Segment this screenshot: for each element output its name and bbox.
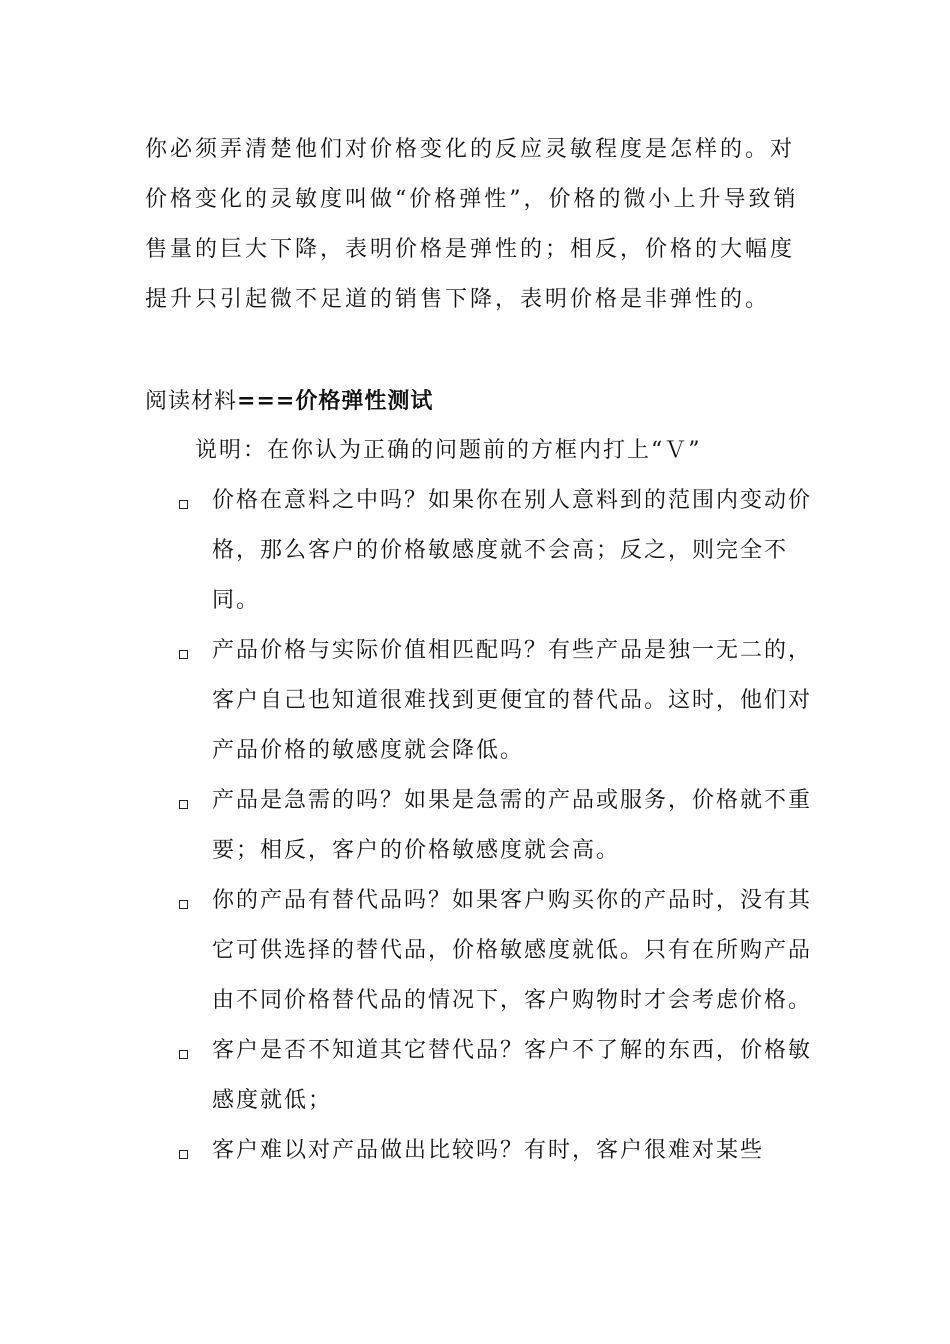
- checklist-item: [175, 876, 825, 1026]
- checklist-item: [175, 1126, 825, 1176]
- checkbox-icon[interactable]: [179, 500, 188, 509]
- heading-plain-text: 阅读材料: [145, 389, 238, 414]
- instruction-text: 说明：在你认为正确的问题前的方框内打上“Ｖ”: [195, 438, 702, 463]
- checkbox-icon[interactable]: [179, 800, 188, 809]
- checklist-item: [175, 776, 825, 876]
- checklist-item-text: 产品是急需的吗？如果是急需的产品或服务，价格就不重要；相反，客户的价格敏感度就会高。: [212, 788, 813, 863]
- checklist: [175, 476, 825, 1176]
- checkbox-icon[interactable]: [179, 900, 188, 909]
- heading-bold-text: ===价格弹性测试: [237, 388, 434, 414]
- section-heading: [145, 376, 433, 427]
- checklist-item-text: 客户难以对产品做出比较吗？有时，客户很难对某些: [212, 1138, 765, 1163]
- checkbox-icon[interactable]: [179, 1050, 188, 1059]
- checklist-item: [175, 626, 825, 776]
- checklist-item-text: 你的产品有替代品吗？如果客户购买你的产品时，没有其它可供选择的替代品，价格敏感度就低。只有在所购产品由不同价格替代品的情况下，客户购物时才会考虑价格。: [212, 888, 813, 1013]
- checklist-item-text: 产品价格与实际价值相匹配吗？有些产品是独一无二的，客户自己也知道很难找到更便宜的替代品。这时，他们对产品价格的敏感度就会降低。: [212, 638, 813, 763]
- intro-paragraph: 你必须弄清楚他们对价格变化的反应灵敏程度是怎样的。对价格变化的灵敏度叫做“价格弹性”，价格的微小上升导致销售量的巨大下降，表明价格是弹性的；相反，价格的大幅度提升只引起微不足道的销售下降，表明价格是非弹性的。: [145, 137, 799, 312]
- checklist-item-text: 客户是否不知道其它替代品？客户不了解的东西，价格敏感度就低；: [212, 1038, 813, 1113]
- checkbox-icon[interactable]: [179, 1150, 188, 1159]
- checklist-item: [175, 1026, 825, 1126]
- checklist-item-text: 价格在意料之中吗？如果你在别人意料到的范围内变动价格，那么客户的价格敏感度就不会高；反之，则完全不同。: [212, 488, 813, 613]
- checkbox-icon[interactable]: [179, 650, 188, 659]
- checklist-item: [175, 476, 825, 626]
